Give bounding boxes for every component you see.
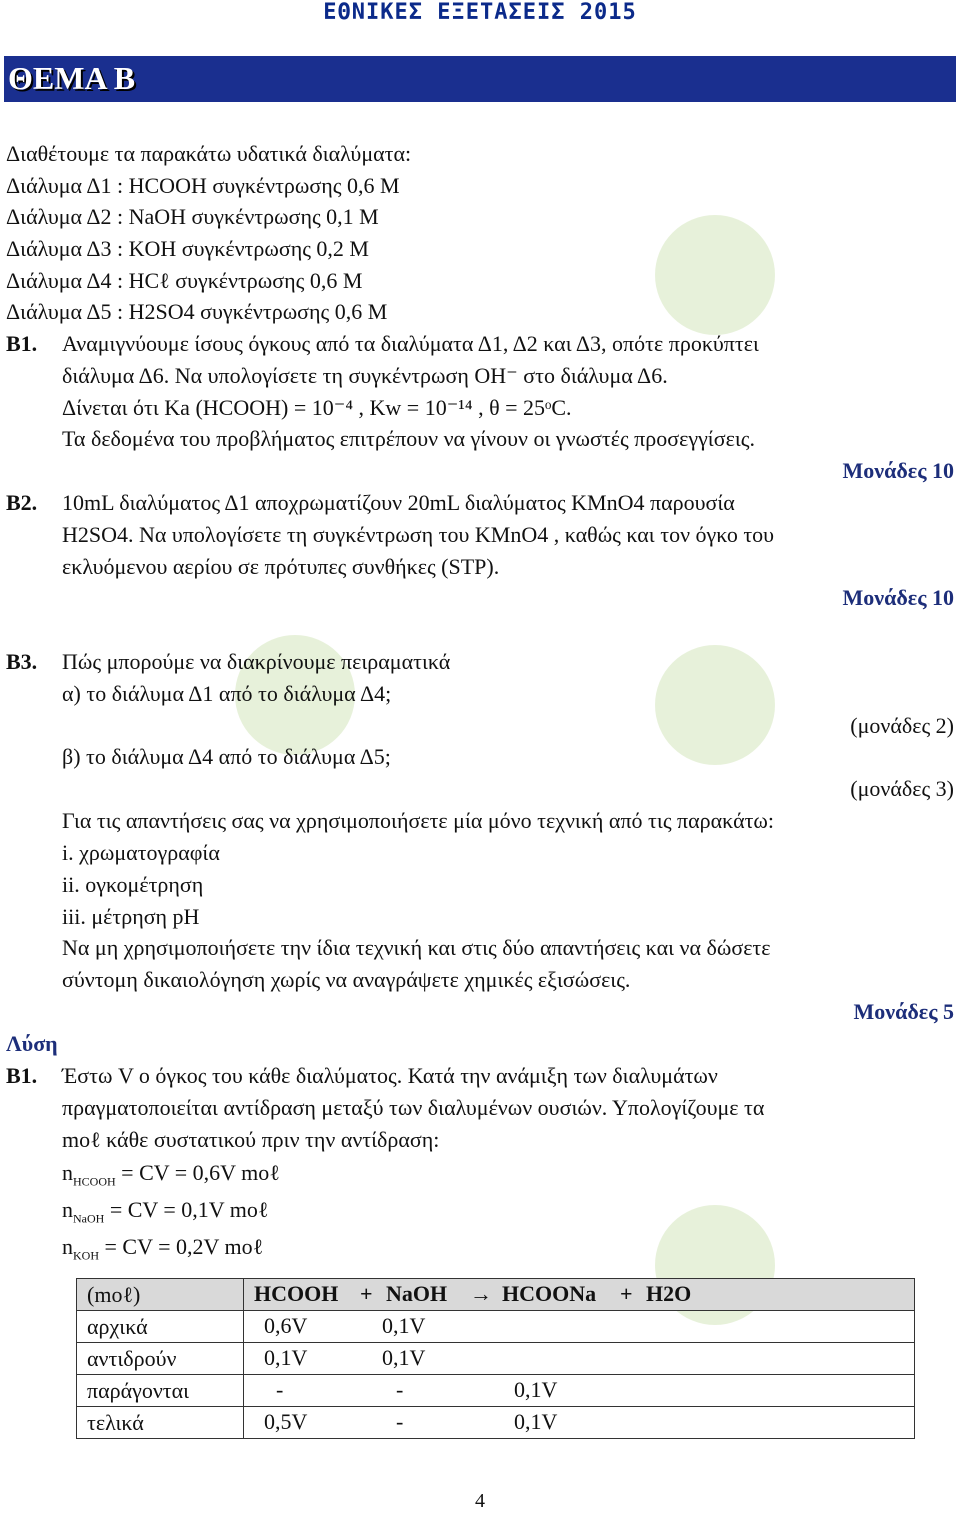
solution-line: Διάλυμα Δ5 : H2SO4 συγκέντρωσης 0,6 M xyxy=(6,299,388,324)
question-text: διάλυμα Δ6. Να υπολογίσετε τη συγκέντρωση OH⁻ στο διάλυμα Δ6. xyxy=(62,363,668,388)
row-label: παράγονται xyxy=(77,1375,244,1407)
solution-text: Έστω V ο όγκος του κάθε διαλύματος. Κατά την ανάμιξη των διαλυμάτων xyxy=(62,1063,718,1088)
option-item: i. χρωματογραφία xyxy=(62,840,220,865)
question-subitem: α) το διάλυμα Δ1 από το διάλυμα Δ4; xyxy=(62,681,392,706)
page-number: 4 xyxy=(475,1490,485,1512)
solution-line: Διάλυμα Δ3 : KOH συγκέντρωσης 0,2 M xyxy=(6,236,369,261)
question-label: Β1. xyxy=(6,1063,38,1088)
section-banner xyxy=(4,56,956,102)
option-item: iii. μέτρηση pH xyxy=(62,904,200,929)
table-row: αντιδρούν 0,1V 0,1V xyxy=(77,1343,915,1375)
intro-text: Διαθέτουμε τα παρακάτω υδατικά διαλύματα: xyxy=(6,141,412,166)
question-text: εκλυόμενου αερίου σε πρότυπες συνθήκες (STP). xyxy=(62,554,500,579)
reaction-equation: HCOOH + NaOH → HCOONa + H2O xyxy=(244,1279,915,1311)
reaction-table xyxy=(76,1278,915,1439)
watermark-logo xyxy=(640,630,790,780)
equation: $n_{KOH}$ = CV = 0,2V moℓ xyxy=(62,1234,264,1263)
solution-line: Διάλυμα Δ2 : NaOH συγκέντρωσης 0,1 M xyxy=(6,204,379,229)
equation: $n_{HCOOH}$ = CV = 0,6V moℓ xyxy=(62,1160,280,1189)
table-row: τελικά 0,5V - 0,1V xyxy=(77,1407,915,1439)
option-item: ii. ογκομέτρηση xyxy=(62,872,204,897)
submarks: (μονάδες 3) xyxy=(850,776,954,801)
marks: Μονάδες 10 xyxy=(842,458,954,483)
row-label: αντιδρούν xyxy=(77,1343,244,1375)
page-header: ΕΘΝΙΚΕΣ ΕΞΕΤΑΣΕΙΣ 2015 xyxy=(323,0,637,25)
table-header-row xyxy=(77,1279,915,1311)
question-subitem: β) το διάλυμα Δ4 από το διάλυμα Δ5; xyxy=(62,744,391,769)
question-text: σύντομη δικαιολόγηση χωρίς να αναγράψετε χημικές εξισώσεις. xyxy=(62,967,631,992)
question-label: Β1. xyxy=(6,331,38,356)
row-label: τελικά xyxy=(77,1407,244,1439)
submarks: (μονάδες 2) xyxy=(850,713,954,738)
table-row: αρχικά 0,6V 0,1V xyxy=(77,1311,915,1343)
question-text: Για τις απαντήσεις σας να χρησιμοποιήσετε μία μόνο τεχνική από τις παρακάτω: xyxy=(62,808,775,833)
question-text: Αναμιγνύουμε ίσους όγκους από τα διαλύματα Δ1, Δ2 και Δ3, οπότε προκύπτει xyxy=(62,331,759,356)
solution-line: Διάλυμα Δ1 : HCOOH συγκέντρωσης 0,6 M xyxy=(6,173,400,198)
question-text: 10mL διαλύματος Δ1 αποχρωματίζουν 20mL διαλύματος KMnO4 παρουσία xyxy=(62,490,735,515)
equation: $n_{NaOH}$ = CV = 0,1V moℓ xyxy=(62,1197,269,1226)
question-text: Να μη χρησιμοποιήσετε την ίδια τεχνική και στις δύο απαντήσεις και να δώσετε xyxy=(62,935,771,960)
question-text: Δίνεται ότι Ka (HCOOH) = 10⁻⁴ , Kw = 10⁻¹⁴ , θ = 25ᵒC. xyxy=(62,395,572,420)
question-label: Β3. xyxy=(6,649,38,674)
row-label: αρχικά xyxy=(77,1311,244,1343)
marks: Μονάδες 10 xyxy=(842,585,954,610)
question-text: H2SO4. Να υπολογίσετε τη συγκέντρωση του KMnO4 , καθώς και τον όγκο του xyxy=(62,522,775,547)
question-label: Β2. xyxy=(6,490,38,515)
unit-cell: (moℓ) xyxy=(77,1279,244,1311)
solution-text: πραγματοποιείται αντίδραση μεταξύ των διαλυμένων ουσιών. Υπολογίζουμε τα xyxy=(62,1095,765,1120)
solution-line: Διάλυμα Δ4 : HCℓ συγκέντρωσης 0,6 M xyxy=(6,268,363,293)
solution-text: moℓ κάθε συστατικού πριν την αντίδραση: xyxy=(62,1127,440,1152)
table-row: παράγονται - - 0,1V xyxy=(77,1375,915,1407)
solution-title: Λύση xyxy=(6,1031,58,1056)
section-title: ΘΕΜΑ Β xyxy=(8,60,136,96)
marks: Μονάδες 5 xyxy=(853,999,954,1024)
question-text: Πώς μπορούμε να διακρίνουμε πειραματικά xyxy=(62,649,451,674)
question-text: Τα δεδομένα του προβλήματος επιτρέπουν να γίνουν οι γνωστές προσεγγίσεις. xyxy=(62,426,755,451)
